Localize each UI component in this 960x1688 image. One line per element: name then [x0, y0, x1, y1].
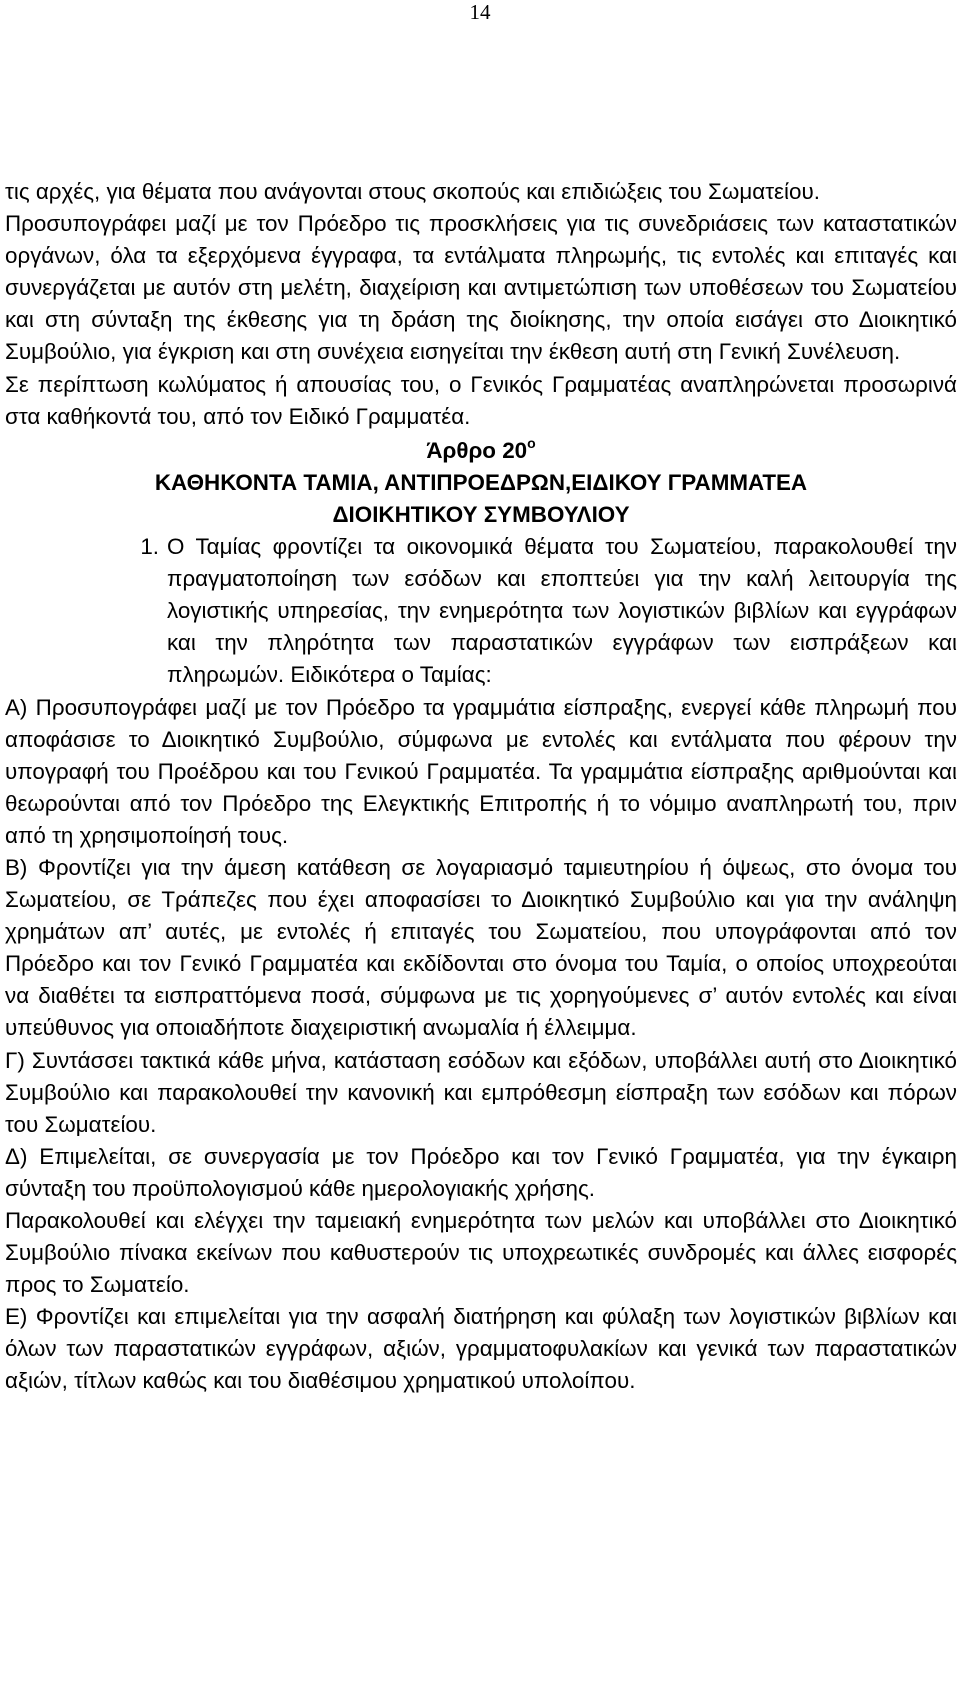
paragraph: Παρακολουθεί και ελέγχει την ταμειακή ενημερότητα των μελών και υποβάλλει στο Διοικητικό Συμβούλιο πίνακα εκείνων που καθυστερούν τις υποχρεωτικές συνδρομές και άλλες εισφορές προς το Σωματείο.: [5, 1208, 957, 1298]
paragraph: Β) Φροντίζει για την άμεση κατάθεση σε λογαριασμό ταμιευτηρίου ή όψεως, στο όνομα του Σωματείου, σε Τράπεζες που έχει αποφασίσει το Διοικητικό Συμβούλιο και για την ανάληψη χρημάτων απ’ αυτές, με εντολές ή επιταγές του Σωματείου, που υπογράφονται από τον Πρόεδρο και τον Γενικό Γραμματέα και εκδίδονται στο όνομα του Ταμία, ο οποίος υποχρεούται να διαθέτει τα εισπραττόμενα ποσά, σύμφωνα με τις χορηγούμενες σ’ αυτόν εντολές και είναι υπεύθυνος για οποιαδήποτε διαχειριστική ανωμαλία ή έλλειμμα.: [5, 854, 957, 1041]
paragraph: Προσυπογράφει μαζί με τον Πρόεδρο τις προσκλήσεις για τις συνεδριάσεις των καταστατικών οργάνων, όλα τα εξερχόμενα έγγραφα, τα εντάλματα πληρωμής, τις εντολές και επιταγές και συνεργάζεται με αυτόν στη μελέτη, διαχείριση και αντιμετώπιση των υποθέσεων του Σωματείου και στη σύνταξη της έκθεσης για τη δράση της διοίκησης, την οποία εισάγει στο Διοικητικό Συμβούλιο, για έγκριση και στη συνέχεια εισηγείται την έκθεση αυτή στη Γενική Συνέλευση.: [5, 211, 957, 365]
paragraph: Δ) Επιμελείται, σε συνεργασία με τον Πρόεδρο και τον Γενικό Γραμματέα, για την έγκαιρη σύνταξη του προϋπολογισμού κάθε ημερολογιακής χρήσης.: [5, 1143, 957, 1201]
item-text: Ο Ταμίας φροντίζει τα οικονομικά θέματα του Σωματείου, παρακολουθεί την πραγματοποίηση των εσόδων και εποπτεύει για την καλή λειτουργία της λογιστικής υπηρεσίας, την ενημερότητα των λογιστικών βιβλίων και εγγράφων και την πληρότητα των παραστατικών εγγράφων των εισπράξεων και πληρωμών. Ειδικότερα ο Ταμίας:: [167, 534, 957, 688]
paragraph: Α) Προσυπογράφει μαζί με τον Πρόεδρο τα γραμμάτια είσπραξης, ενεργεί κάθε πληρωμή που αποφάσισε το Διοικητικό Συμβούλιο, σύμφωνα με εντολές και εντάλματα που φέρουν την υπογραφή του Προέδρου και του Γενικού Γραμματέα. Τα γραμμάτια είσπραξης αριθμούνται και θεωρούνται από τον Πρόεδρο της Ελεγκτικής Επιτροπής ή το νόμιμο αναπληρωτή του, πριν από τη χρησιμοποίησή τους.: [5, 694, 957, 848]
document-body: [5, 176, 957, 1398]
article-heading-line2: ΔΙΟΙΚΗΤΙΚΟΥ ΣΥΜΒΟΥΛΙΟΥ: [332, 501, 630, 527]
item-number: 1.: [140, 534, 159, 560]
article-heading-line1: ΚΑΘΗΚΟΝΤΑ ΤΑΜΙΑ, ΑΝΤΙΠΡΟΕΔΡΩΝ,ΕΙΔΙΚΟΥ ΓΡΑΜΜΑΤΕΑ: [154, 469, 808, 495]
paragraph: Σε περίπτωση κωλύματος ή απουσίας του, ο Γενικός Γραμματέας αναπληρώνεται προσωρινά στα καθήκοντά του, από τον Ειδικό Γραμματέα.: [5, 371, 957, 429]
numbered-item: [5, 531, 957, 691]
page-number: 14: [469, 0, 491, 24]
article-title-text: Άρθρο 20: [426, 437, 528, 463]
paragraph: τις αρχές, για θέματα που ανάγονται στους σκοπούς και επιδιώξεις του Σωματείου.: [5, 179, 820, 204]
paragraph: Ε) Φροντίζει και επιμελείται για την ασφαλή διατήρηση και φύλαξη των λογιστικών βιβλίων και όλων των παραστατικών εγγράφων, αξιών, γραμματοφυλακίων και γενικά των παραστατικών αξιών, τίτλων καθώς και του διαθέσιμου χρηματικού υπολοίπου.: [5, 1304, 957, 1394]
article-title: [5, 435, 957, 467]
article-title-superscript: ο: [527, 434, 536, 451]
paragraph: Γ) Συντάσσει τακτικά κάθε μήνα, κατάσταση εσόδων και εξόδων, υποβάλλει αυτή στο Διοικητικό Συμβούλιο και παρακολουθεί την κανονική και εμπρόθεσμη είσπραξη των εσόδων και πόρων του Σωματείου.: [5, 1047, 957, 1137]
